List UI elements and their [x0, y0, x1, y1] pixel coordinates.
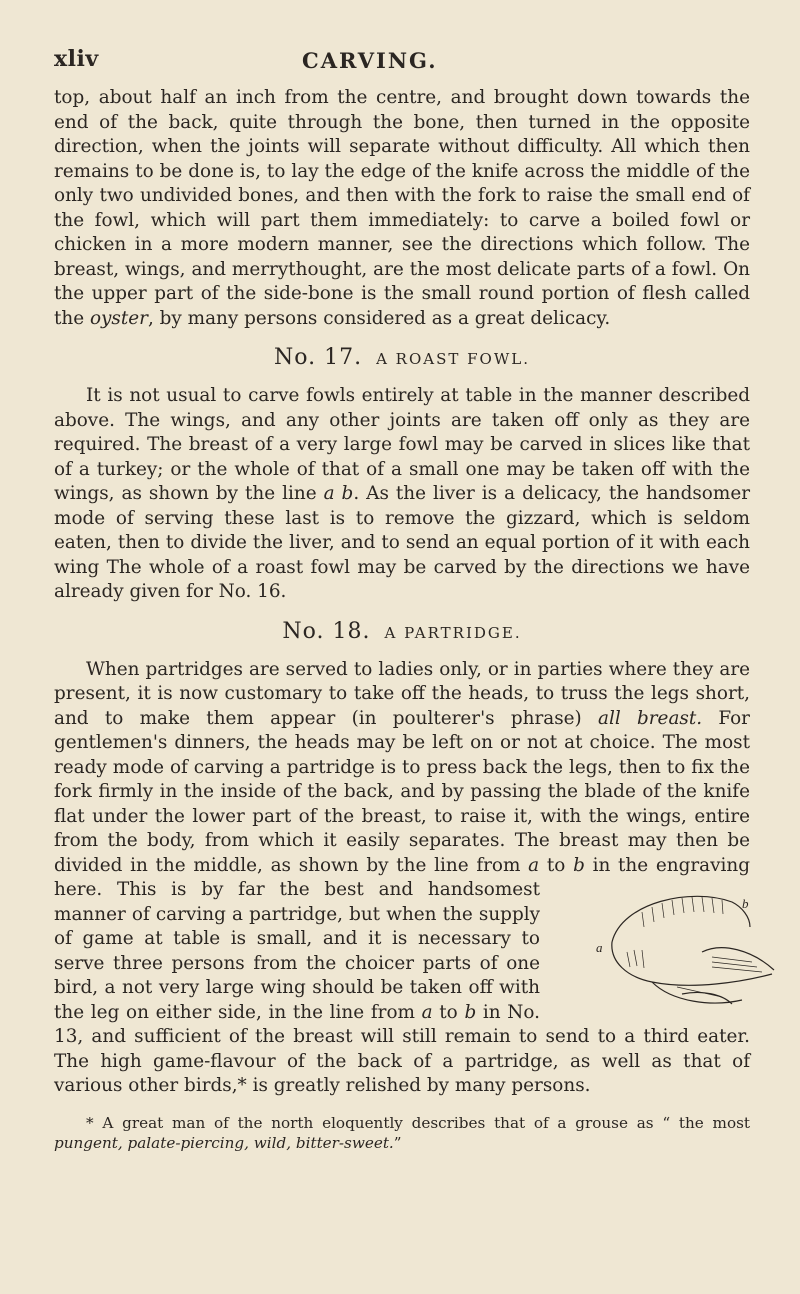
partridge-illustration — [582, 882, 782, 1022]
italic-term: a — [528, 854, 540, 876]
footnote-text: * A great man of the north eloquently describes that of a grouse as “ the most — [86, 1113, 750, 1132]
paragraph-text: , by many persons considered as a great delicacy. — [147, 307, 611, 329]
paragraph-roast-fowl — [54, 384, 750, 605]
paragraph-partridge — [54, 658, 750, 1099]
paragraph-text: in the engraving here. This is by far the best and handsomest manner of carving a partridge, but when the supply of game at table is small, and it is necessary to serve three persons from the choicer parts of one bird, a not very large wing should be taken off with the leg on either side, in the line from — [54, 854, 751, 1023]
section-number: No. 17. — [273, 345, 363, 370]
italic-term: a b — [323, 483, 354, 504]
paragraph-text: . As the liver is a delicacy, the handsomer mode of serving these last is to remove the gizzard, which is seldom eaten, then to divide the liver, and to send an equal portion of it with each wing The whole of a roast fowl may be carved by the directions we have already given for No. 16. — [54, 483, 750, 602]
paragraph-text: to — [432, 1001, 465, 1023]
section-heading-18 — [54, 619, 750, 644]
section-number: No. 18. — [282, 618, 371, 644]
paragraph-text: top, about half an inch from the centre, and brought down towards the end of the back, quite through the bone, then turned in the opposite direction, when the joints will separate without difficulty. All which then remains to be done is, to lay the edge of the knife across the middle of the only two undivided bones, and then with the fork to raise the small end of the fowl, which will part them immediately: to carve a boiled fowl or chicken in a more modern manner, see the directions which follow. The breast, wings, and merrythought, are the most delicate parts of a fowl. On the upper part of the side-bone is the small round portion of flesh called the — [54, 87, 750, 329]
running-title: CARVING. — [302, 48, 438, 73]
footnote-quote: pungent, palate-piercing, wild, bitter-sweet. — [54, 1133, 394, 1152]
footnote — [54, 1113, 750, 1153]
paragraph-text: in No. 13, and sufficient of the breast will still remain to send to a third eater. The high game-flavour of the back of a partridge, as well as that of various other birds,* is greatly relished by many persons. — [54, 1001, 750, 1096]
section-title: A PARTRIDGE. — [384, 623, 522, 642]
italic-term: b — [464, 1001, 477, 1023]
italic-term: oyster — [89, 307, 148, 329]
italic-term: b — [573, 854, 585, 876]
section-heading-17 — [54, 345, 750, 370]
partridge-engraving — [550, 882, 750, 1022]
italic-term: all breast. — [597, 707, 703, 729]
italic-term: a — [421, 1001, 433, 1023]
paragraph-text: to — [539, 854, 574, 876]
running-head — [54, 46, 750, 86]
paragraph-continued — [54, 86, 750, 331]
section-title: A ROAST FOWL. — [376, 350, 531, 368]
page-number: xliv — [54, 46, 99, 72]
figure-label-a: a — [596, 940, 603, 955]
figure-label-b: b — [742, 896, 749, 911]
paragraph-text: For gentlemen's dinners, the heads may be left on or not at choice. The most ready mode of carving a partridge is to press back the legs, then to fix the fork firmly in the inside of the back, and by passing the blade of the knife flat under the lower part of the breast, to raise it, with the wings, entire from the body, from which it easily separates. The breast may then be divided in the middle, as shown by the line from — [54, 707, 750, 876]
footnote-text: ” — [393, 1133, 402, 1152]
paragraph-text: It is not usual to carve fowls entirely at table in the manner described above. The wings, and any other joints are taken off only as they are required. The breast of a very large fowl may be carved in slices like that of a turkey; or the whole of that of a small one may be taken off with the wings, as shown by the line — [54, 385, 750, 504]
paragraph-text: When partridges are served to ladies only, or in parties where they are present, it is now customary to take off the heads, to truss the legs short, and to make them appear (in poulterer's phrase) — [54, 658, 750, 729]
